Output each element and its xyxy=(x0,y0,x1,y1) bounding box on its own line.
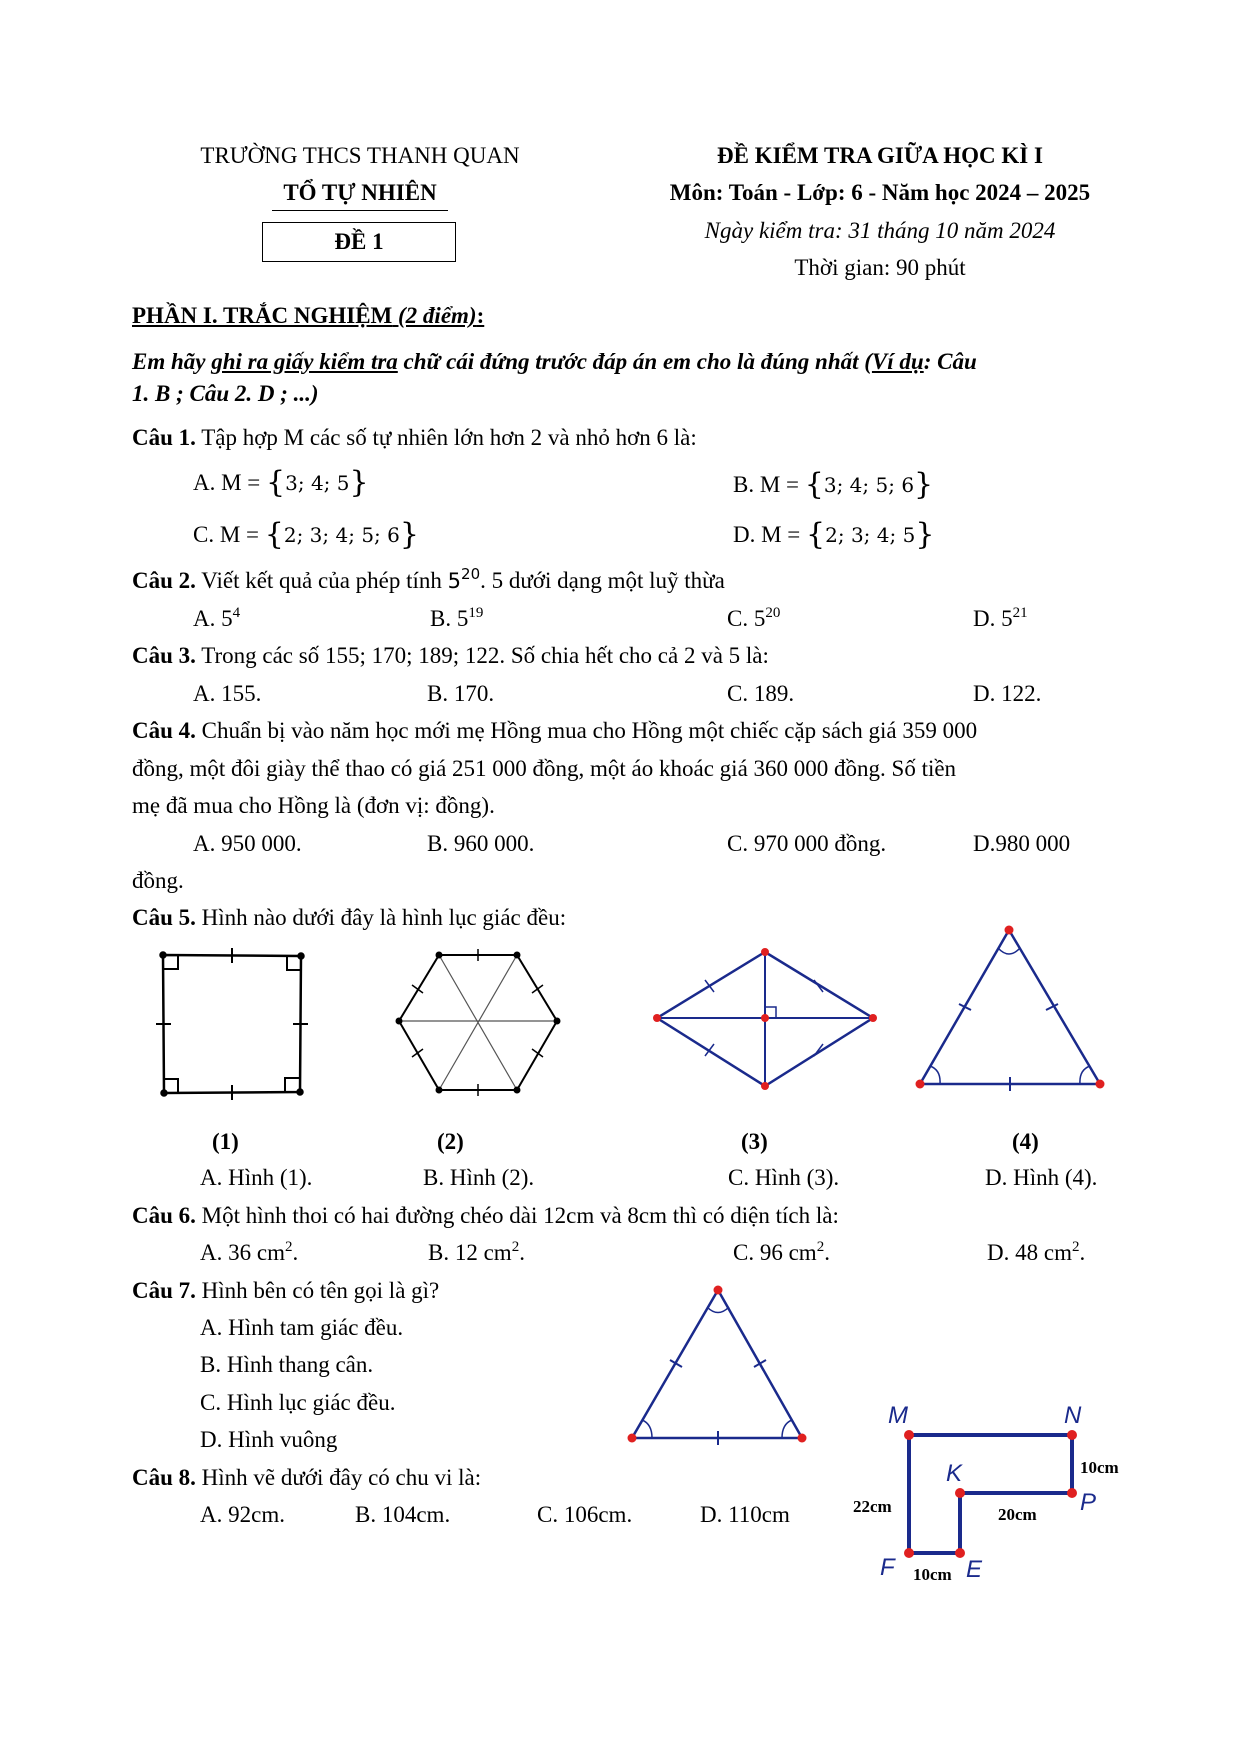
q5-option-c: C. Hình (3). xyxy=(728,1165,840,1190)
q5-option-d: D. Hình (4). xyxy=(985,1165,1098,1190)
q1-option-b xyxy=(733,468,933,503)
q5-text: Hình nào dưới đây là hình lục giác đều: xyxy=(195,905,567,930)
option-label: D. 5 xyxy=(973,606,1013,631)
q4-stem-line3: mẹ đã mua cho Hồng là (đơn vị: đồng). xyxy=(132,793,495,818)
q8-text: Hình vẽ dưới đây có chu vi là: xyxy=(195,1465,482,1490)
q2-text: Viết kết quả của phép tính xyxy=(195,568,448,593)
q2-exponent: 20 xyxy=(461,565,481,583)
square-figure xyxy=(156,948,308,1100)
set-elements: 2; 3; 4; 5 xyxy=(825,523,916,547)
q6-text: Một hình thoi có hai đường chéo dài 12cm và 8cm thì có diện tích là: xyxy=(195,1203,839,1228)
q7-text: Hình bên có tên gọi là gì? xyxy=(195,1278,440,1303)
q7-triangle-figure xyxy=(620,1280,820,1455)
instr-text: chữ cái đứng trước đáp án em cho là đúng nhất ( xyxy=(397,349,872,374)
q6-option-a xyxy=(200,1240,298,1266)
q6-stem xyxy=(132,1203,839,1229)
q7-stem xyxy=(132,1278,439,1304)
instr-text: Em hãy xyxy=(132,349,212,374)
option-label: C. M = xyxy=(193,522,265,547)
q6-option-b xyxy=(428,1240,525,1266)
q3-option-b: B. 170. xyxy=(427,681,495,706)
q2-label: Câu 2. xyxy=(132,568,196,593)
q4-label: Câu 4. xyxy=(132,718,196,743)
q3-text: Trong các số 155; 170; 189; 122. Số chia hết cho cả 2 và 5 là: xyxy=(195,643,769,668)
q1-label: Câu 1. xyxy=(132,425,196,450)
q3-option-d: D. 122. xyxy=(973,681,1042,706)
option-label: A. 36 cm xyxy=(200,1240,285,1265)
q3-option-c: C. 189. xyxy=(727,681,795,706)
q1-option-c xyxy=(193,518,419,553)
q2-option-c xyxy=(727,606,780,632)
exponent: 2 xyxy=(1071,1239,1080,1255)
period: . xyxy=(292,1240,299,1265)
option-label: D. 48 cm xyxy=(987,1240,1072,1265)
exam-code-box xyxy=(262,222,456,262)
figure-4-label: (4) xyxy=(1012,1129,1039,1154)
left-brace: { xyxy=(806,517,826,552)
q1-text: Tập hợp M các số tự nhiên lớn hơn 2 và nhỏ hơn 6 là: xyxy=(195,425,697,450)
q2-option-b xyxy=(430,606,483,632)
q8-option-a: A. 92cm. xyxy=(200,1502,285,1527)
q8-label: Câu 8. xyxy=(132,1465,196,1490)
q2-text: . 5 dưới dạng một luỹ thừa xyxy=(480,568,725,593)
q8-stem xyxy=(132,1465,481,1491)
q1-stem xyxy=(132,425,697,451)
label-N: N xyxy=(1064,1402,1082,1429)
label-F: F xyxy=(880,1554,895,1581)
q8-polygon-figure xyxy=(840,1395,1140,1595)
q5-option-a: A. Hình (1). xyxy=(200,1165,313,1190)
set-elements: 3; 4; 5 xyxy=(285,471,350,495)
q4-option-b: B. 960 000. xyxy=(427,831,535,856)
point-P xyxy=(1067,1488,1077,1498)
q1-option-d xyxy=(733,518,934,553)
q8-option-c: C. 106cm. xyxy=(537,1502,633,1527)
part1-heading xyxy=(132,303,484,329)
label-E: E xyxy=(966,1556,983,1583)
exam-code: ĐỀ 1 xyxy=(334,229,384,254)
q2-stem xyxy=(132,565,725,594)
period: . xyxy=(1079,1240,1086,1265)
length-KP: 20cm xyxy=(998,1505,1037,1524)
point-M xyxy=(904,1430,914,1440)
option-label: A. M = xyxy=(193,470,267,495)
part1-title: PHẦN I. TRẮC NGHIỆM xyxy=(132,303,393,328)
option-label: C. 96 cm xyxy=(733,1240,817,1265)
q7-option-d: D. Hình vuông xyxy=(200,1427,338,1452)
exponent: 4 xyxy=(232,605,241,621)
point-K xyxy=(955,1488,965,1498)
part1-points: (2 điểm) xyxy=(398,303,477,328)
instr-underlined: ghi ra giấy kiểm tra xyxy=(211,349,398,374)
part1-instruction-line2: 1. B ; Câu 2. D ; ...) xyxy=(132,381,319,406)
option-label: A. 5 xyxy=(193,606,233,631)
school-name: TRƯỜNG THCS THANH QUAN xyxy=(200,143,520,168)
q5-figures xyxy=(0,920,1241,1120)
right-brace: } xyxy=(914,467,934,502)
q7-option-c: C. Hình lục giác đều. xyxy=(200,1390,396,1415)
period: . xyxy=(519,1240,525,1265)
set-elements: 2; 3; 4; 5; 6 xyxy=(283,523,400,547)
option-label: B. 5 xyxy=(430,606,469,631)
option-label: C. 5 xyxy=(727,606,766,631)
department-name: TỔ TỰ NHIÊN xyxy=(283,180,437,205)
length-FE: 10cm xyxy=(913,1565,952,1584)
label-K: K xyxy=(946,1460,963,1487)
instr-text: : Câu xyxy=(923,349,977,374)
q4-option-d-wrap: đồng. xyxy=(132,868,184,893)
set-elements: 3; 4; 5; 6 xyxy=(823,473,915,497)
right-brace: } xyxy=(399,517,419,552)
left-brace: { xyxy=(266,465,286,500)
exponent: 21 xyxy=(1012,605,1028,621)
figure-1-label: (1) xyxy=(212,1129,239,1154)
period: . xyxy=(824,1240,830,1265)
point-F xyxy=(904,1548,914,1558)
exponent: 2 xyxy=(816,1239,825,1255)
point-E xyxy=(955,1548,965,1558)
exponent: 19 xyxy=(468,605,484,621)
q6-label: Câu 6. xyxy=(132,1203,196,1228)
q8-option-d: D. 110cm xyxy=(700,1502,790,1527)
part1-instruction-line1 xyxy=(132,349,977,375)
q5-option-b: B. Hình (2). xyxy=(423,1165,535,1190)
left-brace: { xyxy=(804,467,824,502)
exam-date: Ngày kiểm tra: 31 tháng 10 năm 2024 xyxy=(704,218,1056,243)
q7-label: Câu 7. xyxy=(132,1278,196,1303)
rhombus-figure xyxy=(653,948,877,1090)
dept-underline xyxy=(272,210,448,211)
exam-title: ĐỀ KIỂM TRA GIỮA HỌC KÌ I xyxy=(717,143,1043,168)
hexagon-figure xyxy=(397,949,560,1096)
q4-option-a: A. 950 000. xyxy=(193,831,302,856)
q4-option-c: C. 970 000 đồng. xyxy=(727,831,887,856)
option-label: D. M = xyxy=(733,522,807,547)
option-label: B. 12 cm xyxy=(428,1240,512,1265)
q7-option-b: B. Hình thang cân. xyxy=(200,1352,374,1377)
q4-text: Chuẩn bị vào năm học mới mẹ Hồng mua cho Hồng một chiếc cặp sách giá 359 000 xyxy=(195,718,978,743)
triangle-figure xyxy=(916,926,1105,1092)
exam-subject: Môn: Toán - Lớp: 6 - Năm học 2024 – 2025 xyxy=(669,180,1091,205)
q2-option-a xyxy=(193,606,240,632)
figure-3-label: (3) xyxy=(741,1129,768,1154)
option-label: B. M = xyxy=(733,472,805,497)
exam-duration: Thời gian: 90 phút xyxy=(794,255,966,280)
q4-stem-line1 xyxy=(132,718,977,744)
q1-option-a xyxy=(193,466,369,501)
part1-colon: : xyxy=(476,303,485,328)
q4-stem-line2: đồng, một đôi giày thể thao có giá 251 000 đồng, một áo khoác giá 360 000 đồng. Số tiền xyxy=(132,756,957,781)
point-N xyxy=(1067,1430,1077,1440)
figure-2-label: (2) xyxy=(437,1129,464,1154)
q6-option-d xyxy=(987,1240,1085,1266)
exponent: 2 xyxy=(511,1239,520,1255)
q5-label: Câu 5. xyxy=(132,905,196,930)
q8-option-b: B. 104cm. xyxy=(355,1502,451,1527)
q6-option-c xyxy=(733,1240,830,1266)
q3-stem xyxy=(132,643,769,669)
length-NP: 10cm xyxy=(1080,1458,1119,1477)
label-P: P xyxy=(1080,1489,1097,1516)
q3-label: Câu 3. xyxy=(132,643,196,668)
q4-option-d: D.980 000 xyxy=(973,831,1071,856)
right-brace: } xyxy=(349,465,369,500)
right-brace: } xyxy=(915,517,935,552)
q2-base: 5 xyxy=(447,569,462,593)
label-M: M xyxy=(888,1402,908,1429)
instr-example: Ví dụ xyxy=(871,349,924,374)
q2-option-d xyxy=(973,606,1028,632)
exponent: 2 xyxy=(284,1239,293,1255)
length-MF: 22cm xyxy=(853,1497,892,1516)
q3-option-a: A. 155. xyxy=(193,681,262,706)
q7-option-a: A. Hình tam giác đều. xyxy=(200,1315,404,1340)
exponent: 20 xyxy=(765,605,781,621)
left-brace: { xyxy=(264,517,284,552)
